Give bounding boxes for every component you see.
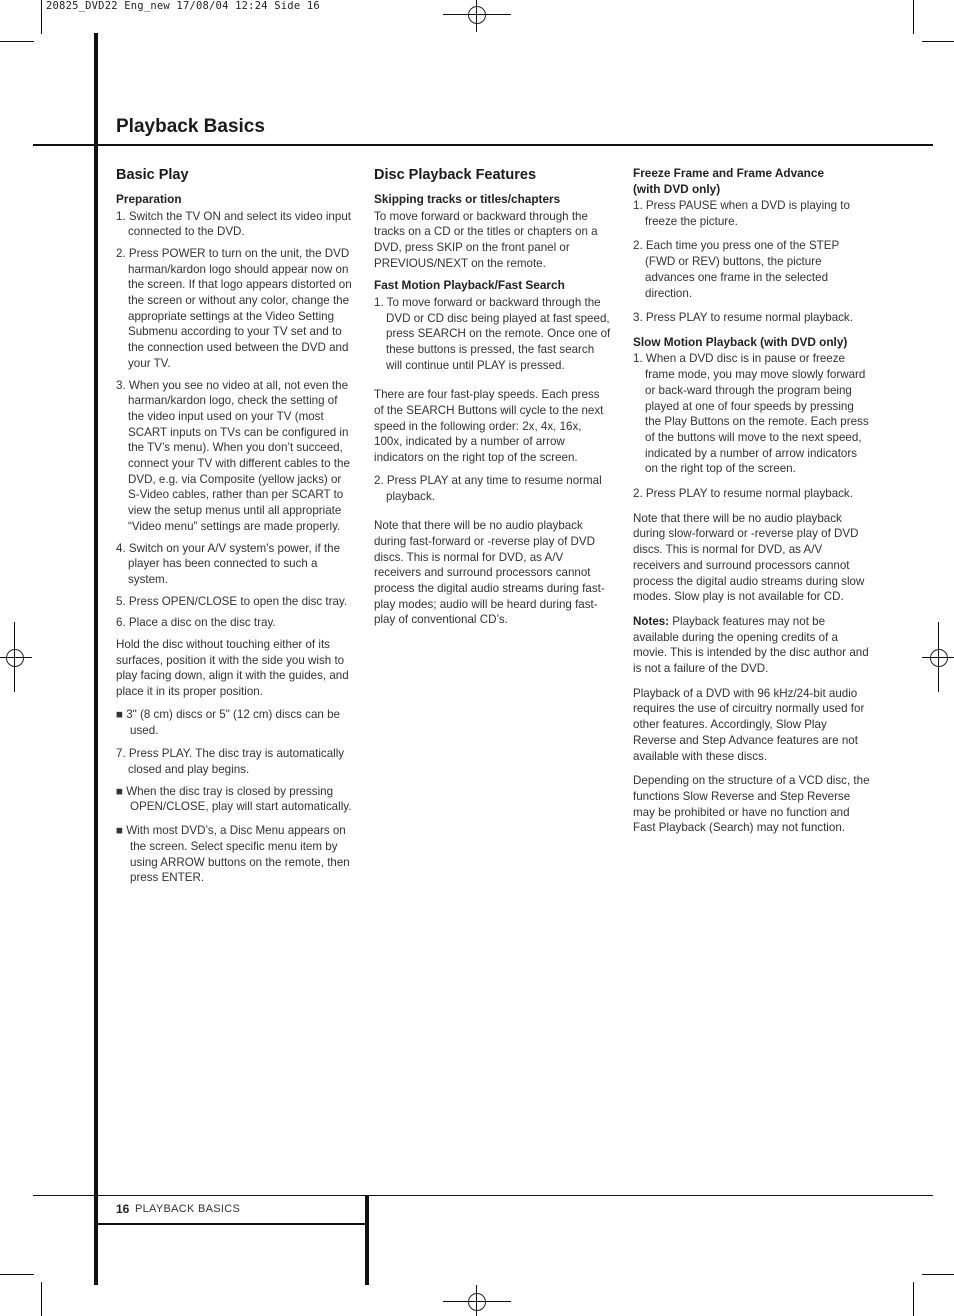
print-slug: 20825_DVD22 Eng_new 17/08/04 12:24 Side 16 — [46, 0, 320, 12]
notes-text: Playback features may not be available during the opening credits of a movie. This is intended by the disc author and is not a failure of the DVD. — [633, 614, 869, 676]
list-item: 7. Press PLAY. The disc tray is automatically closed and play begins. — [116, 747, 345, 776]
footer-rule — [33, 1195, 933, 1196]
heading-fast-motion: Fast Motion Playback/Fast Search — [374, 278, 565, 293]
heading-basic-play: Basic Play — [116, 167, 189, 183]
paragraph-fast-speeds: There are four fast-play speeds. Each press of the SEARCH Buttons will cycle to the next speed in the following order: 2x, 4x, 16x, 100x, indicated by a number of arrow indicators on the right top of the screen. — [374, 388, 604, 465]
paragraph-vcd: Depending on the structure of a VCD disc, the functions Slow Reverse and Step Reverse may be prohibited or have no function and Fast Playback (Search) may not function. — [633, 774, 870, 835]
crop-mark-bottom-left-vertical — [41, 1282, 42, 1316]
heading-freeze-frame-line2: (with DVD only) — [633, 181, 721, 196]
crop-mark-top-right — [922, 41, 954, 42]
paragraph-96khz: Playback of a DVD with 96 kHz/24-bit audio requires the use of circuitry normally used for other features. Accordingly, Slow Play Reverse and Step Advance features are not available with these discs. — [633, 686, 865, 763]
crop-mark-top-left-vertical — [41, 0, 42, 34]
footer-tab-bar — [365, 1195, 369, 1285]
page-number: 16 — [116, 1202, 130, 1216]
slow-list — [633, 351, 871, 501]
notes-label: Notes: — [633, 614, 670, 628]
column-basic-play — [116, 166, 352, 894]
crop-mark-bottom-left — [0, 1274, 34, 1275]
page-title: Playback Basics — [116, 116, 265, 137]
bullet-disc-tray: ■ When the disc tray is closed by pressing OPEN/CLOSE, play will start automatically. — [116, 784, 352, 814]
footer-section-label: PLAYBACK BASICS — [135, 1203, 241, 1215]
heading-freeze-frame — [633, 166, 871, 197]
heading-freeze-frame-line1: Freeze Frame and Frame Advance — [633, 166, 825, 180]
list-item: 1. When a DVD disc is in pause or freeze frame mode, you may move slowly forward or back-ward through the program being played at one of four speeds by pressing the Play Buttons on the remote. Each press of the buttons will move to the next speed, indicated by a number of arrow indicators on the right top of the screen. — [633, 352, 869, 476]
list-item: 1. To move forward or backward through the DVD or CD disc being played at fast speed, press SEARCH on the remote. Once one of these buttons is pressed, the fast search will continue until PLAY is pressed. — [374, 295, 611, 372]
footer-tab-rule — [98, 1223, 366, 1225]
preparation-list — [116, 209, 352, 632]
list-item: 5. Press OPEN/CLOSE to open the disc tray. — [116, 594, 348, 608]
heading-preparation: Preparation — [116, 192, 182, 206]
list-item: 2. Press POWER to turn on the unit, the DVD harman/kardon logo should appear now on the screen. If that logo appears distorted on the screen or without any color, change the appropriate settings at the Video Setting Submenu according to your TV set and to the connection used between the DVD and your TV. — [116, 246, 352, 370]
paragraph-slow-note: Note that there will be no audio playback during slow-forward or -reverse play of DVD discs. This is normal for DVD, as A/V receivers and surround processors cannot process the digital audio streams during slow modes. Slow play is not available for CD. — [633, 511, 865, 604]
crop-mark-top-right-vertical — [913, 0, 914, 34]
list-item: 2. Each time you press one of the STEP (FWD or REV) buttons, the picture advances one frame in the selected direction. — [633, 239, 840, 300]
list-item: 6. Place a disc on the disc tray. — [116, 616, 276, 630]
paragraph-notes — [633, 614, 871, 677]
crop-mark-bottom-right-vertical — [913, 1282, 914, 1316]
paragraph-fast-play-note: Note that there will be no audio playback during fast-forward or -reverse play of DVD discs. This is normal for DVD, as A/V receivers and surround processors cannot process the digital audio streams during fast-play modes; audio will be heard during fast-play of conventional CD’s. — [374, 519, 605, 627]
list-item: 3. Press PLAY to resume normal playback. — [633, 311, 853, 325]
heading-skipping-tracks: Skipping tracks or titles/chapters — [374, 192, 561, 206]
list-item: 3. When you see no video at all, not even the harman/kardon logo, check the setting of the video input used on your TV (most SCART inputs on TVs can be configured in the TV’s menu). When you don’t succeed, connect your TV with different cables to the DVD, e.g. via Composite (yellow jacks) or S-Video cables, rather than per SCART to view the setup menus until all appropriate “Video menu” settings are made properly. — [116, 378, 350, 533]
paragraph-skipping: To move forward or backward through the tracks on a CD or the titles or chapters on a DVD, press SKIP on the front panel or PREVIOUS/NEXT on the remote. — [374, 209, 598, 270]
column-disc-playback-features — [374, 166, 612, 635]
list-item: 2. Press PLAY to resume normal playback. — [633, 487, 853, 501]
list-item: 2. Press PLAY at any time to resume normal playback. — [374, 473, 602, 503]
heading-slow-motion: Slow Motion Playback (with DVD only) — [633, 334, 848, 349]
heading-disc-playback-features: Disc Playback Features — [374, 167, 537, 183]
paragraph-hold-disc: Hold the disc without touching either of its surfaces, position it with the side you wish to play facing down, align it with the guides, and place it in its proper position. — [116, 638, 349, 699]
crop-mark-bottom-right — [922, 1274, 954, 1275]
freeze-list — [633, 198, 871, 326]
list-item: 1. Switch the TV ON and select its video input connected to the DVD. — [116, 209, 351, 239]
list-item: 4. Switch on your A/V system’s power, if the player has been connected to such a system. — [116, 541, 341, 586]
bullet-disc-menu: ■ With most DVD’s, a Disc Menu appears on the screen. Select specific menu item by using ARROW buttons on the remote, then press ENTER. — [116, 824, 350, 885]
bullet-disc-sizes: ■ 3" (8 cm) discs or 5" (12 cm) discs can be used. — [116, 707, 340, 737]
list-item: 1. Press PAUSE when a DVD is playing to freeze the picture. — [633, 199, 850, 228]
header-rule — [33, 144, 933, 146]
left-margin-bar — [94, 33, 98, 1285]
column-freeze-slow — [633, 166, 871, 843]
crop-mark-top-left — [0, 41, 34, 42]
